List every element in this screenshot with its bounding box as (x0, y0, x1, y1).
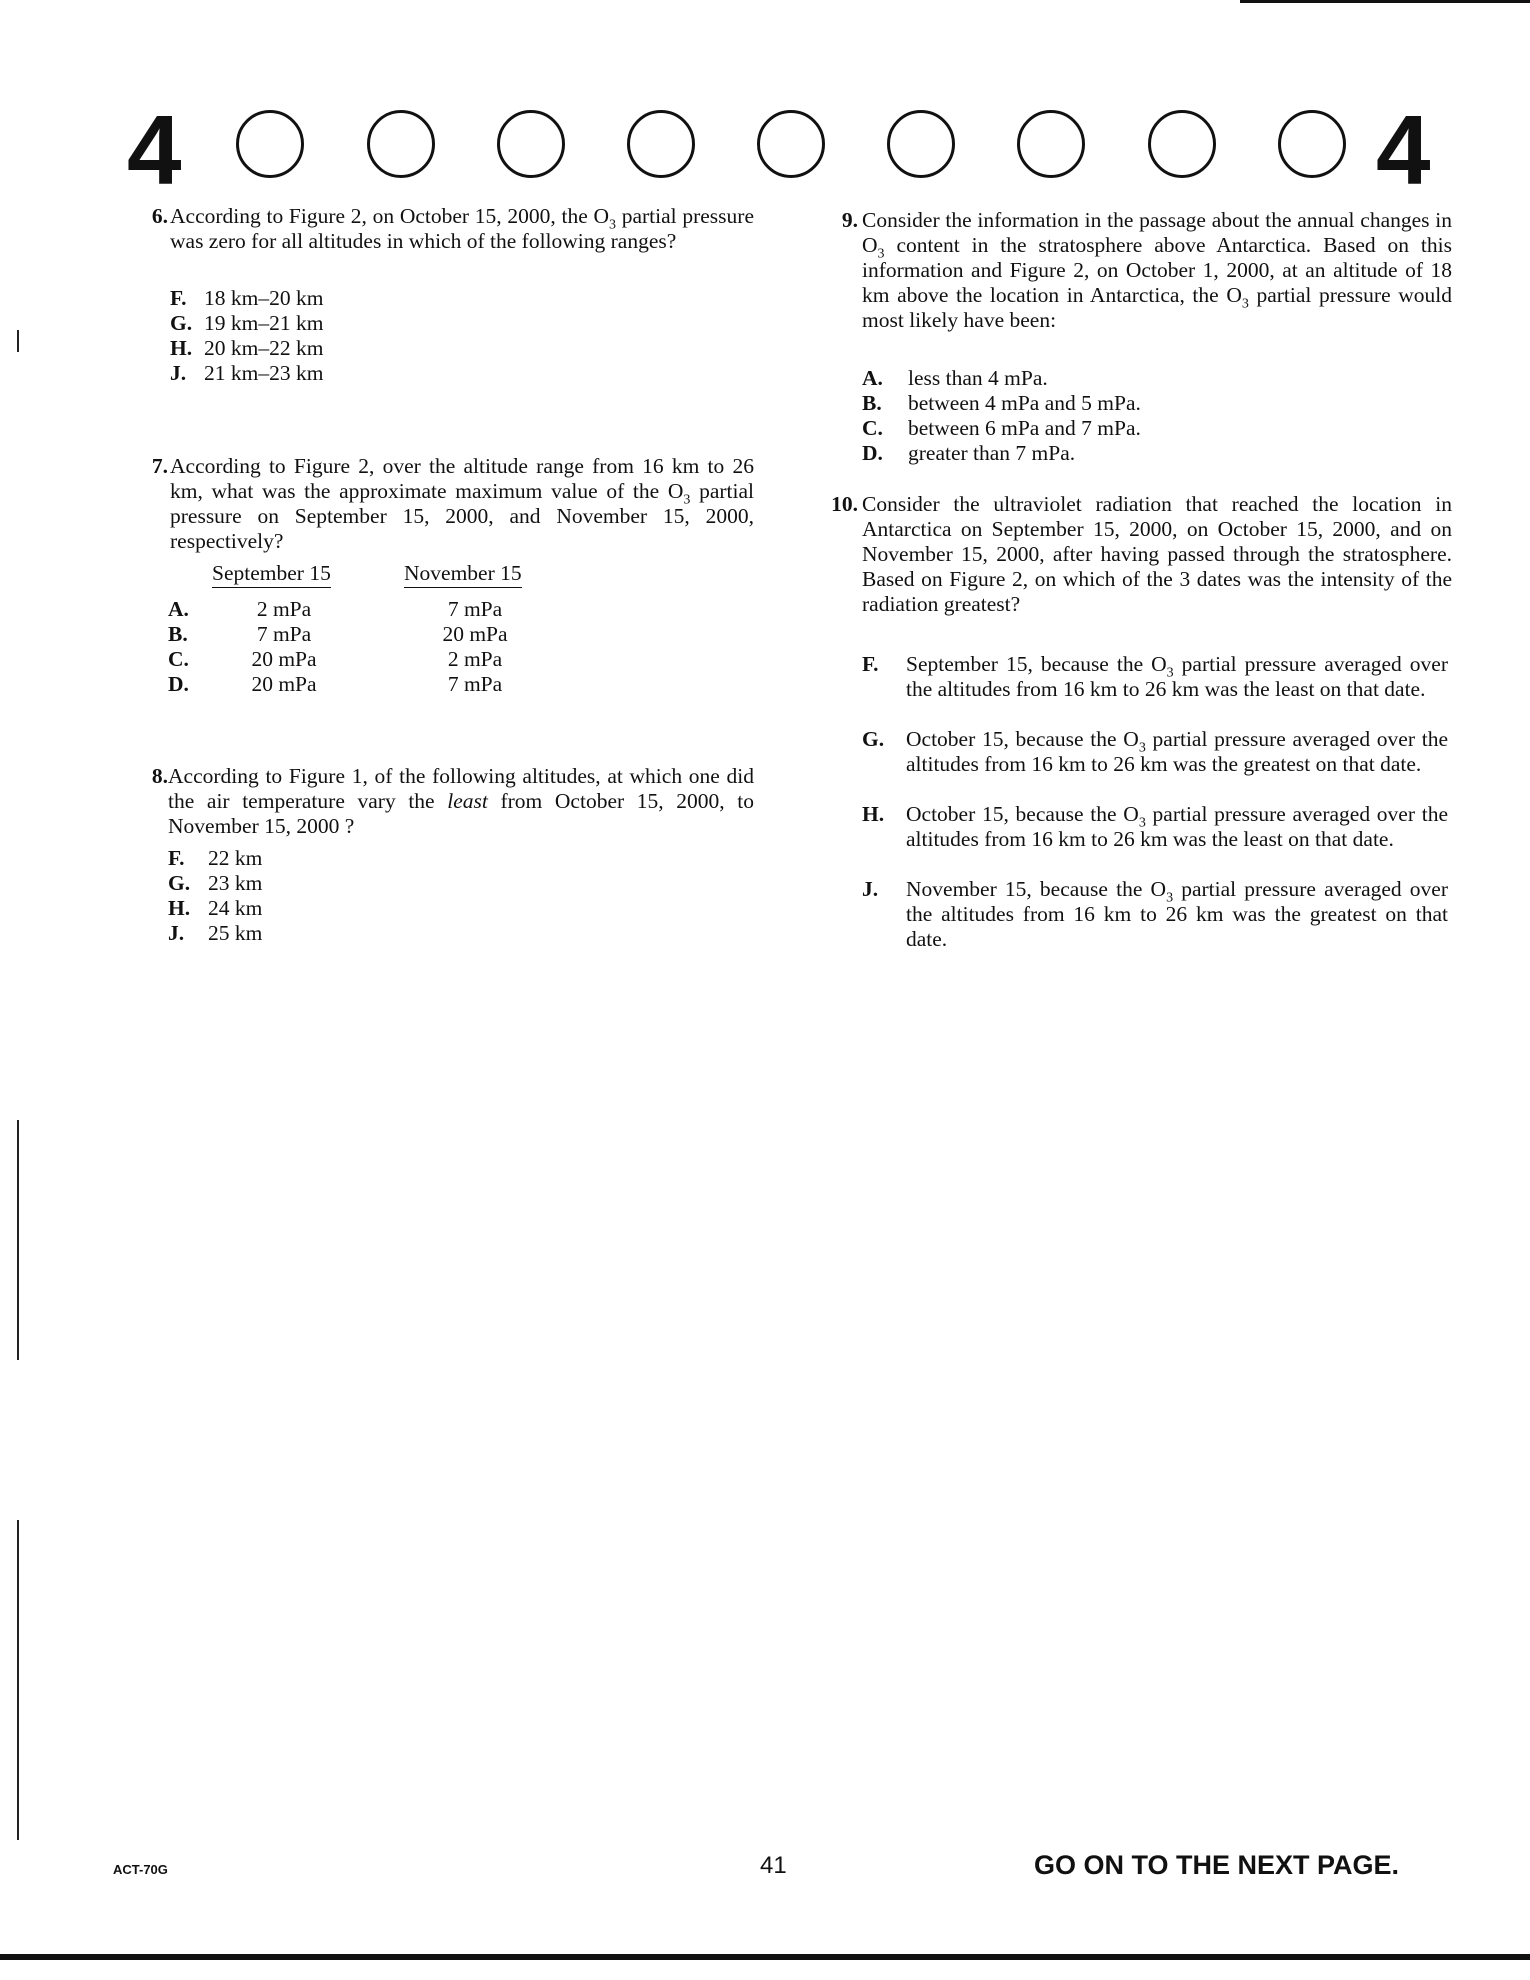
table-cell: 7 mPa (256, 622, 312, 646)
bottom-rule (0, 1954, 1530, 1960)
answer-option[interactable]: G. 19 km–21 km (170, 311, 324, 335)
margin-mark (17, 1120, 19, 1360)
margin-mark (17, 330, 19, 352)
answer-option[interactable]: D. greater than 7 mPa. (862, 441, 1076, 465)
table-cell: 2 mPa (447, 647, 503, 671)
answer-option[interactable]: A. less than 4 mPa. (862, 366, 1048, 390)
header-circle (236, 110, 304, 178)
header-circle (887, 110, 955, 178)
question-stem: Consider the ultraviolet radiation that reached the location in Antarctica on September 15, 2000, on October 15, 2000, and on November 15, 2000, after having passed through the stratosphere. Based on Figure 2, on which of the 3 dates was the intensity of the radiation greatest? (862, 492, 1452, 616)
header-circle (367, 110, 435, 178)
header-circle (1278, 110, 1346, 178)
header-circle (1148, 110, 1216, 178)
page-number: 41 (760, 1852, 787, 1879)
question-number: 7. (151, 454, 168, 478)
answer-option[interactable]: J. 21 km–23 km (170, 361, 324, 385)
table-cell: 20 mPa (251, 672, 317, 696)
top-rule (1240, 0, 1530, 3)
table-header: November 15 (404, 561, 522, 588)
answer-option[interactable]: H. October 15, because the $O_3$ partial pressure averaged over the altitudes from 16 km to 26 km was the least on that date. (862, 802, 1448, 851)
next-page-notice: GO ON TO THE NEXT PAGE. (1034, 1850, 1400, 1880)
answer-option[interactable]: F. September 15, because the $O_3$ partial pressure averaged over the altitudes from 16 km to 26 km was the least on that date. (862, 652, 1448, 701)
section-number-left: 4 (127, 95, 182, 205)
question-number: 8. (151, 764, 168, 788)
table-cell: 7 mPa (447, 597, 503, 621)
form-code: ACT-70G (113, 1862, 168, 1877)
table-header: September 15 (212, 561, 331, 588)
margin-mark (17, 1520, 19, 1840)
header-circle (1017, 110, 1085, 178)
answer-option[interactable]: C. between 6 mPa and 7 mPa. (862, 416, 1141, 440)
answer-option[interactable]: J. 25 km (168, 921, 263, 945)
question-number: 9. (841, 208, 858, 232)
header-circle (627, 110, 695, 178)
table-cell: 7 mPa (447, 672, 503, 696)
answer-option[interactable]: B. between 4 mPa and 5 mPa. (862, 391, 1141, 415)
question-stem: According to Figure 1, of the following altitudes, at which one did the air temperature vary the least from October 15, 2000, to November 15, 2000 ? (168, 764, 755, 838)
header-circle (497, 110, 565, 178)
question-number: 6. (151, 204, 168, 228)
table-cell: 2 mPa (256, 597, 312, 621)
table-cell: 20 mPa (251, 647, 317, 671)
answer-option[interactable]: F. 22 km (168, 846, 263, 870)
answer-option[interactable]: H. 20 km–22 km (170, 336, 324, 360)
answer-option[interactable]: G. 23 km (168, 871, 263, 895)
answer-option[interactable]: H. 24 km (168, 896, 263, 920)
question-stem: Consider the information in the passage about the annual changes in $O_3$ content in the stratosphere above Antarctica. Based on this information and Figure 2, on October 1, 2000, at an altitude of 18 km above the location in Antarctica, the $O_3$ partial pressure would most likely have been: (862, 208, 1452, 332)
question-number: 10. (831, 492, 858, 516)
question-stem: According to Figure 2, over the altitude range from 16 km to 26 km, what was the approximate maximum value of the $O_3$ partial pressure on September 15, 2000, and November 15, 2000, respectively? (170, 454, 755, 553)
answer-option[interactable]: F. 18 km–20 km (170, 286, 324, 310)
header-circle (757, 110, 825, 178)
table-cell: 20 mPa (442, 622, 508, 646)
section-number-right: 4 (1376, 95, 1431, 205)
answer-option[interactable]: G. October 15, because the $O_3$ partial pressure averaged over the altitudes from 16 km to 26 km was the greatest on that date. (862, 727, 1448, 776)
answer-option[interactable]: J. November 15, because the $O_3$ partial pressure averaged over the altitudes from 16 km to 26 km was the greatest on that date. (862, 877, 1449, 951)
question-stem: According to Figure 2, on October 15, 2000, the $O_3$ partial pressure was zero for all altitudes in which of the following ranges? (170, 204, 754, 253)
